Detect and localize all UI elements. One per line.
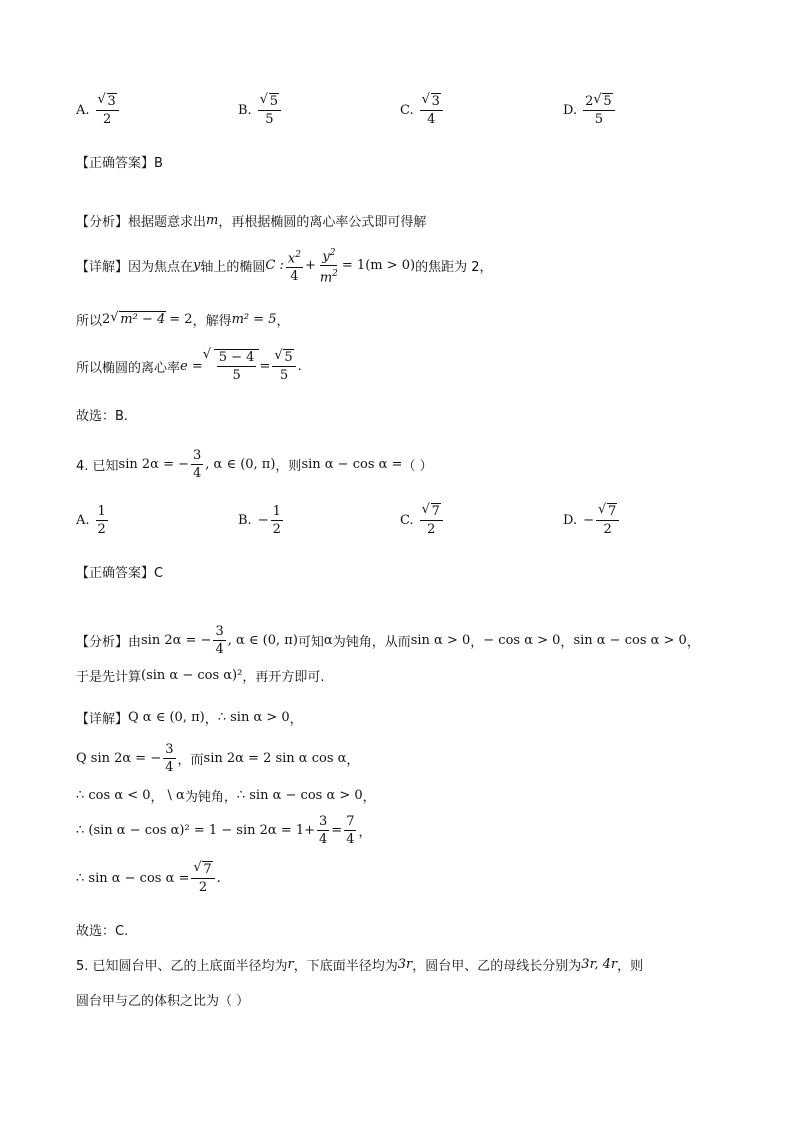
radicand: 3: [431, 94, 440, 109]
option-b: B. − $\frac{1}{2}$: [238, 504, 281, 537]
radicand: 5: [603, 94, 612, 109]
option-c: C. √ $\frac{7}{2}$: [400, 504, 445, 537]
radicand: 3: [107, 94, 116, 109]
q3-line3: 所以椭圆的离心率 e = √ $\frac{5 - 4}{5}$ = √ $\frac{5}{5}$ .: [76, 349, 302, 383]
coefficient: 2: [585, 94, 594, 109]
option-a: A. $\frac{1}{2}$: [76, 504, 106, 537]
option-b: [238, 94, 283, 127]
q3-answer: 【正确答案】B: [76, 156, 163, 171]
denominator: 4: [427, 112, 436, 127]
fraction: [583, 94, 615, 127]
q4-analysis-2: 于是先计算 (sin α − cos α)² ，再开方即可.: [76, 668, 325, 685]
q4-choose: 故选：C.: [76, 924, 129, 939]
denominator: 2: [103, 112, 112, 127]
q4-detail-5: ∴ sin α − cos α = √ $\frac{7}{2}$ .: [76, 862, 221, 895]
radicand: 5: [269, 94, 278, 109]
option-label: A.: [76, 103, 90, 118]
q3-line2: 所以 2 √ m² − 4 = 2 ，解得 m² = 5 ，: [76, 310, 290, 329]
option-label: D.: [563, 103, 578, 118]
q4-answer: 【正确答案】C: [76, 566, 164, 581]
option-a: [76, 94, 121, 127]
q4-detail-3: ∴ cos α < 0 ， \ α 为钝角， ∴ sin α − cos α > 0 ，: [76, 788, 376, 805]
q4-detail-2: Q sin 2α = − $\frac{3}{4}$ ，而 sin 2α = 2 sin α cos α ，: [76, 742, 360, 775]
denominator: 5: [594, 112, 604, 127]
q5-stem-2: 圆台甲与乙的体积之比为（ ）: [76, 994, 250, 1009]
option-d: D. − √ $\frac{7}{2}$: [563, 504, 621, 537]
option-d: [563, 94, 617, 127]
fraction: [96, 94, 119, 127]
fraction: [258, 94, 281, 127]
fraction: [420, 94, 443, 127]
q5-stem-1: 5. 已知圆台甲、乙的上底面半径均为 r ，下底面半径均为 3r ，圆台甲、乙的母线长分别为 3r, 4r ，则: [76, 957, 644, 974]
denominator: 5: [265, 112, 274, 127]
q3-choose: 故选：B.: [76, 409, 129, 424]
q4-stem: 4. 已知 sin 2α = − $\frac{3}{4}$ , α ∈ (0, π) ，则 sin α − cos α = （ ）: [76, 448, 433, 481]
option-c: [400, 94, 445, 127]
q4-detail-4: ∴ (sin α − cos α)² = 1 − sin 2α = 1+ $\frac{3}{4}$ = $\frac{7}{4}$ ，: [76, 814, 372, 847]
option-label: C.: [400, 103, 414, 118]
q4-analysis: 【分析】由 sin 2α = − $\frac{3}{4}$ , α ∈ (0, π) 可知 α 为钝角，从而 sin α > 0 ， − cos α > 0 ， sin α − cos α > 0 ，: [76, 624, 700, 657]
option-label: B.: [238, 103, 252, 118]
q3-detail: 【详解】因为焦点在 y 轴上的椭圆 C : $\frac{x^2}{4}$ + $\frac{y^2}{m^2}$ = 1(m > 0) 的焦距为 2，: [76, 248, 493, 286]
q3-analysis: 【分析】根据题意求出 m ，再根据椭圆的离心率公式即可得解: [76, 213, 427, 230]
q4-detail-1: 【详解】 Q α ∈ (0, π) ， ∴ sin α > 0 ，: [76, 710, 303, 727]
